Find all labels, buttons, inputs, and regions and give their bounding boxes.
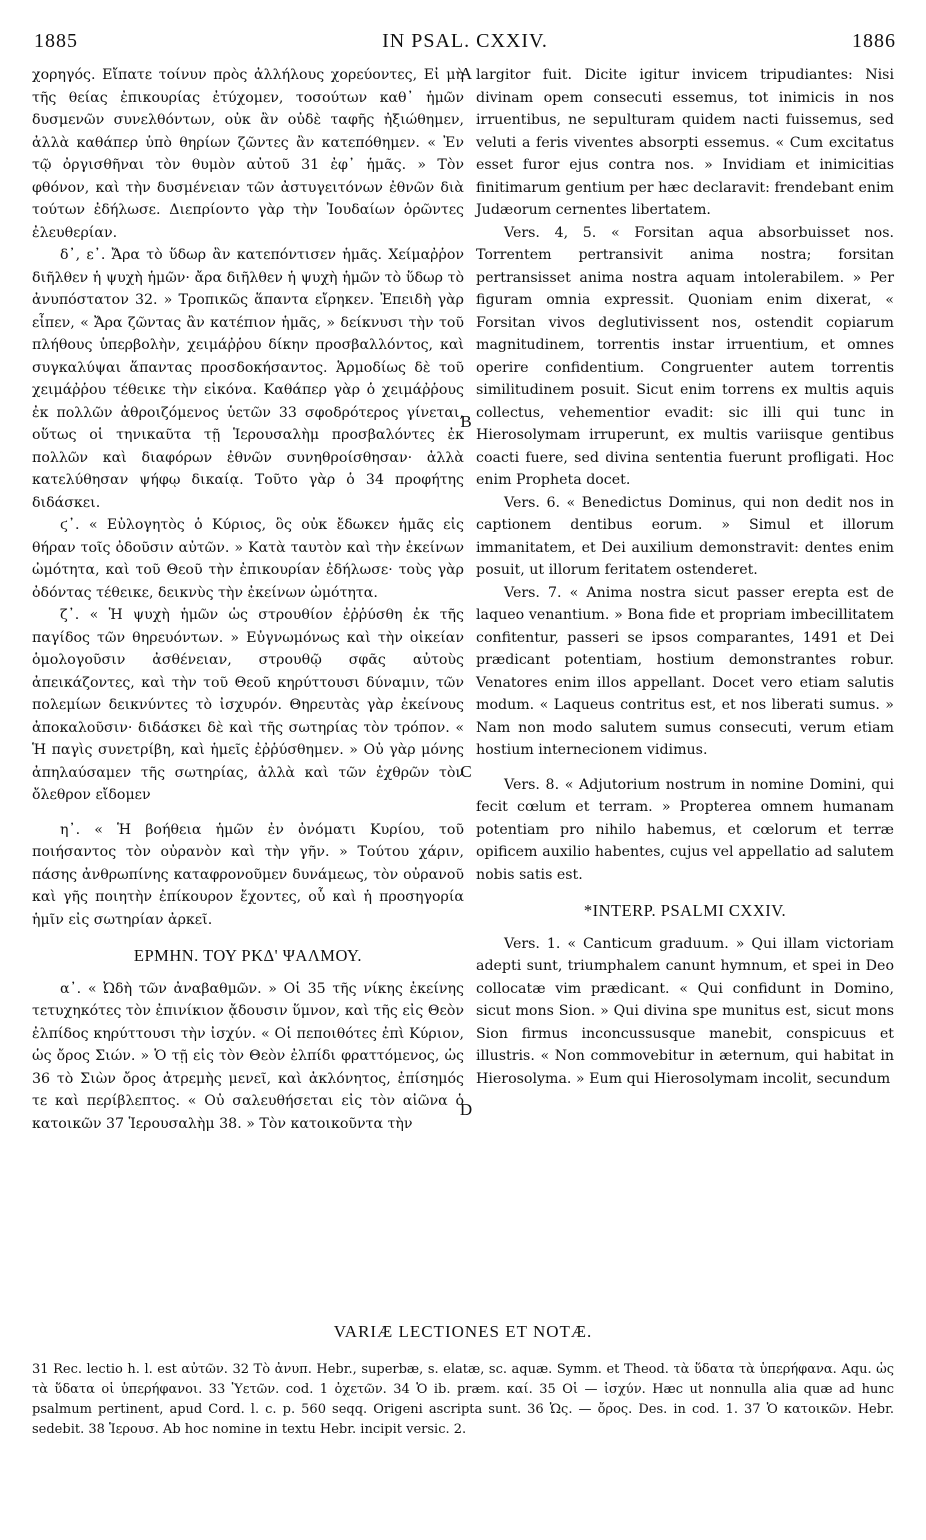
greek-column — [32, 64, 464, 1135]
page-header — [34, 30, 896, 58]
latin-paragraph-3: Vers. 6. « Benedictus Dominus, qui non dedit nos in captionem dentibus eorum. » Simul et illorum immanitatem, et Dei auxilium demonstravit: dentes enim posuit, ut illorum feritatem ostenderet. — [476, 494, 894, 578]
greek-section-paragraph: α᾽. « Ὠδὴ τῶν ἀναβαθμῶν. » Οἱ 35 τῆς νίκης ἐκείνης τετυχηκότες τὸν ἐπινίκιον ᾄδουσιν ὕμνον, καὶ τῆς εἰς Θεὸν ἐλπίδος κηρύττουσι τὴν ἰσχύν. « Οἱ πεποιθότες ἐπὶ Κύριον, ὡς ὄρος Σιών. » Ὁ τῇ εἰς τὸν Θεὸν ἐλπίδι φραττόμενος, ὡς 36 τὸ Σιὼν ὄρος ἀτρεμὴς μενεῖ, καὶ ἀκλόνητος, ἐπίσημός τε καὶ περίβλεπτος. « Οὐ σαλευθήσεται εἰς τὸν αἰῶνα ὁ κατοικῶν 37 Ἱερουσαλὴμ 38. » Τὸν κατοικοῦντα τὴν — [32, 980, 464, 1132]
margin-marker-b: B — [460, 412, 472, 431]
latin-paragraph-4: Vers. 7. « Anima nostra sicut passer erepta est de laqueo venantium. » Bona fide et propriam imbecillitatem confitentur, passeri se ipsos comparantes, 1491 et Dei prædicant potentiam, hostium demonstrantes robur. Venatores enim illos appellant. Docet vero etiam salutis modum. « Laqueus contritus est, et nos liberati sumus. » Nam non modo salutem sumus consecuti, verum etiam hostium internecionem vidimus. — [476, 584, 894, 758]
latin-paragraph-2: Vers. 4, 5. « Forsitan aqua absorbuisset nos. Torrentem pertransivit anima nostra; forsitan pertransisset anima nostra aquam intolerabilem. » Per figuram omnia expressit. Quoniam enim dixerat, « Forsitan vivos deglutivissent nos, ostendit copiarum magnitudinem, torrentis instar irruentium, et omnes operire confidentium. Congruenter autem torrentis similitudinem posuit. Sicut enim torrens ex multis aquis collectus, vehementior evadit: sic illi qui tunc in Hierosolymam irruperunt, ex multis variisque gentibus coacti fuere, sed divina sententia fuerunt profligati. Hoc enim Propheta docet. — [476, 224, 894, 488]
greek-paragraph-5: η᾽. « Ἡ βοήθεια ἡμῶν ἐν ὀνόματι Κυρίου, τοῦ ποιήσαντος τὸν οὐρανὸν καὶ τὴν γῆν. » Τούτου χάριν, πάσης ἀνθρωπίνης καταφρονοῦμεν δυνάμεως, τὸν οὐρανοῦ καὶ γῆς ποιητὴν ἐπίκουρον ἔχοντες, οὗ καὶ ἡ προσηγορία ἡμῖν εἰς σωτηρίαν ἀρκεῖ. — [32, 821, 464, 928]
margin-marker-a: A — [459, 64, 473, 83]
latin-column — [476, 64, 894, 1090]
notes-text: 31 Rec. lectio h. l. est αὐτῶν. 32 Τὸ ἀνυπ. Hebr., superbæ, s. elatæ, sc. aquæ. Symm. et Theod. τὰ ὕδατα τὰ ὑπερήφανα. Aqu. ὡς τὰ ὕδατα οἱ ὑπερήφανοι. 33 Ὑετῶν. cod. 1 ὀχετῶν. 34 Ὁ ib. præm. καί. 35 Οἱ — ἰσχύν. Hæc ut nonnulla alia quæ ad hunc psalmum pertinent, apud Cord. l. c. p. 560 seqq. Origeni ascripta sunt. 36 Ὡς. — ὄρος. Des. in cod. 1. 37 Ὁ κατοικῶν. Hebr. sedebit. 38 Ἱερουσ. Ab hoc nomine in textu Hebr. incipit versic. 2. — [32, 1362, 894, 1437]
greek-paragraph-4: ζ᾽. « Ἡ ψυχὴ ἡμῶν ὡς στρουθίον ἐῤῥύσθη ἐκ τῆς παγίδος τῶν θηρευόντων. » Εὐγνωμόνως καὶ τὴν οἰκείαν ὁμολογοῦσιν ἀσθένειαν, στρουθῷ σφᾶς αὐτοὺς ἀπεικάζοντες, καὶ τὴν τοῦ Θεοῦ κηρύττουσι δύναμιν, τῶν πολεμίων δεικνύντες τὸ ἰσχυρόν. Θηρευτὰς γὰρ ἐκείνους ἀποκαλοῦσιν· διδάσκει δὲ καὶ τῆς σωτηρίας τὸν τρόπον. « Ἡ παγὶς συνετρίβη, καὶ ἡμεῖς ἐῤῥύσθημεν. » Οὐ γὰρ μόνης ἀπηλαύσαμεν τῆς σωτηρίας, ἀλλὰ καὶ τῶν ἐχθρῶν τὸν ὄλεθρον εἴδομεν — [32, 607, 464, 803]
right-page-number: 1886 — [852, 30, 896, 52]
margin-marker-c: C — [460, 762, 472, 781]
greek-paragraph-1: χορηγός. Εἴπατε τοίνυν πρὸς ἀλλήλους χορεύοντες, Εἰ μὴ τῆς θείας ἐπικουρίας ἐτύχομεν, τοσούτων καθ᾽ ἡμῶν δυσμενῶν συνελθόντων, οὐκ ἂν οὐδὲ ταφῆς ἠξιώθημεν, ἀλλὰ καθάπερ ὑπὸ θηρίων ζῶντες ἂν κατεπόθημεν. « Ἐν τῷ ὀργισθῆναι τὸν θυμὸν αὐτοῦ 31 ἐφ᾽ ἡμᾶς. » Τὸν φθόνον, καὶ τὴν δυσμένειαν τῶν ἀστυγειτόνων ἐθνῶν διὰ τούτων ἐδήλωσε. Διεπρίοντο γὰρ τὴν Ἰουδαίων ὁρῶντες ἐλευθερίαν. — [32, 67, 464, 241]
latin-paragraph-5: Vers. 8. « Adjutorium nostrum in nomine Domini, qui fecit cœlum et terram. » Propterea omnem humanam potentiam pro nihilo habemus, et cœlorum et terræ opificem auxilio habentes, cujus vel appellatio ad salutem nobis satis est. — [476, 776, 894, 883]
latin-paragraph-1: largitor fuit. Dicite igitur invicem tripudiantes: Nisi divinam opem consecuti essemus, tot inimicis in nos irruentibus, ne sepulturam quidem nacti fuissemus, sed veluti a feris viventes absorpti essemus. « Cum excitatus esset furor ejus contra nos. » Invidiam et inimicitias finitimarum gentium per hæc declaravit: frendebant enim Judæorum cernentes libertatem. — [476, 67, 894, 218]
margin-marker-d: D — [459, 1100, 473, 1119]
notes-block — [32, 1360, 894, 1440]
left-page-number: 1885 — [34, 30, 78, 52]
greek-section-title: ΕΡΜΗΝ. ΤΟΥ ΡΚΔ' ΨΑΛΜΟΥ. — [133, 946, 363, 965]
greek-paragraph-3: ϛ᾽. « Εὐλογητὸς ὁ Κύριος, ὃς οὐκ ἔδωκεν ἡμᾶς εἰς θήραν τοῖς ὀδοῦσιν αὐτῶν. » Κατὰ ταυτὸν καὶ τὴν ἐκείνων ὠμότητα, καὶ τοῦ Θεοῦ τὴν ἐπικουρίαν ἐδήλωσε· τοὺς γὰρ ὀδόντας τέθεικε, δεικνὺς τὴν ἐκείνων ὠμότητα. — [32, 517, 464, 601]
running-title: IN PSAL. CXXIV. — [382, 30, 548, 52]
greek-paragraph-2: δ᾽, ε᾽. Ἄρα τὸ ὕδωρ ἂν κατεπόντισεν ἡμᾶς. Χείμαῤῥον διῆλθεν ἡ ψυχὴ ἡμῶν· ἄρα διῆλθεν ἡ ψυχὴ ἡμῶν τὸ ὕδωρ τὸ ἀνυπόστατον 32. » Τροπικῶς ἅπαντα εἴρηκεν. Ἐπειδὴ γὰρ εἶπεν, « Ἄρα ζῶντας ἂν κατέπιον ἡμᾶς, » δείκνυσι τὴν τοῦ πλήθους ὑπερβολὴν, χειμάῤῥου δίκην προσβαλλόντος, καὶ συγκαλύψαι ἅπαντας προσδοκήσαντος. Ἁρμοδίως δὲ τοῦ χειμάῤῥου τέθεικε τὴν εἰκόνα. Καθάπερ γὰρ ὁ χειμάῤῥους ἐκ πολλῶν ἀθροιζόμενος ὑετῶν 33 σφοδρότερος γίνεται, οὕτως οἱ τηνικαῦτα τῇ Ἱερουσαλὴμ προσβαλόντες ἐκ πολλῶν καὶ διαφόρων ἐθνῶν συνηθροίσθησαν· ἀλλὰ κατελύθησαν ψήφῳ δικαίᾳ. Τοῦτο γὰρ ὁ 34 προφήτης διδάσκει. — [32, 247, 464, 511]
latin-section-paragraph: Vers. 1. « Canticum graduum. » Qui illam victoriam adepti sunt, triumphalem canunt hymnum, et spei in Deo collocatæ vim prædicant. « Qui confidunt in Domino, sicut mons Sion. » Qui divina spe munitus est, sicut mons Sion firmus inconcussusque manebit, conspicuus et illustris. « Non commovebitur in æternum, qui habitat in Hierosolyma. » Eum qui Hierosolymam incolit, secundum — [476, 935, 894, 1087]
latin-section-title: *INTERP. PSALMI CXXIV. — [583, 901, 787, 920]
notes-title: VARIÆ LECTIONES ET NOTÆ. — [333, 1322, 593, 1341]
